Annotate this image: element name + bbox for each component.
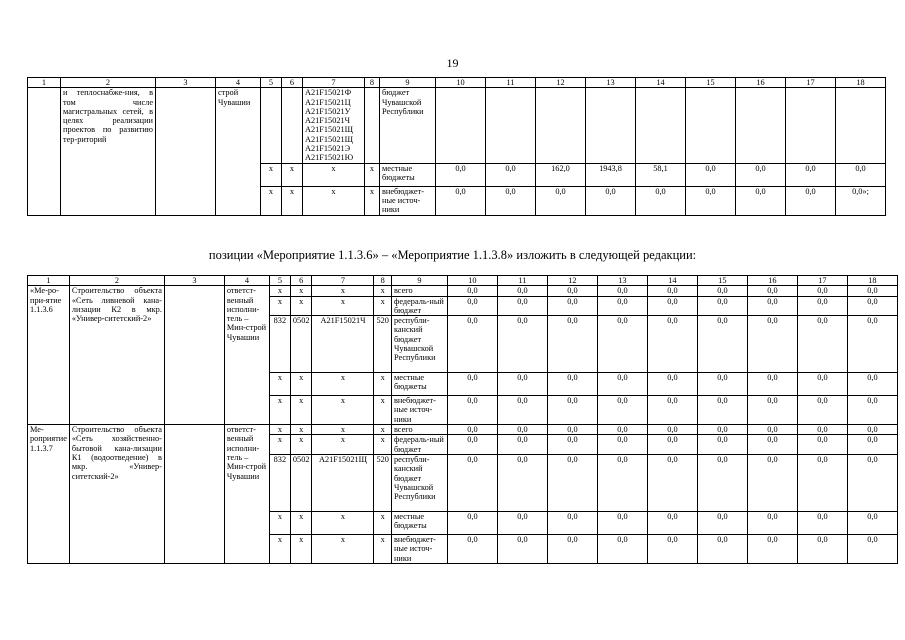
column-number: 17 <box>786 78 836 88</box>
amount-cell: 0,0 <box>797 425 847 435</box>
amount-cell: 0,0 <box>747 373 797 396</box>
ministry-code-cell: x <box>269 535 290 564</box>
amount-cell: 0,0 <box>547 535 597 564</box>
funding-source-cell: местные бюджеты <box>391 512 447 535</box>
expense-type-cell: x <box>374 535 391 564</box>
column-number: 11 <box>497 276 547 286</box>
amount-cell: 0,0 <box>597 535 647 564</box>
amount-cell: 0,0 <box>847 286 897 296</box>
amount-cell: 0,0 <box>847 296 897 316</box>
expense-type-cell: 520 <box>374 316 391 373</box>
amount-cell: 0,0 <box>747 535 797 564</box>
column-number: 18 <box>836 78 886 88</box>
column-number: 2 <box>61 78 156 88</box>
amount-cell: 0,0 <box>497 373 547 396</box>
amount-cell: 0,0 <box>447 425 497 435</box>
target-code-cell: x <box>312 286 374 296</box>
ministry-code-cell: 832 <box>269 455 290 512</box>
amount-cell: 0,0 <box>747 286 797 296</box>
ministry-code-cell: x <box>269 512 290 535</box>
amount-cell: 0,0 <box>847 425 897 435</box>
column-number: 9 <box>380 78 436 88</box>
empty-cell <box>164 286 224 425</box>
amount-cell: 0,0 <box>447 535 497 564</box>
target-code-cell: A21F15021Ч <box>312 316 374 373</box>
amount-cell: 0,0 <box>647 296 697 316</box>
header-row <box>28 78 886 88</box>
amount-cell: 0,0 <box>447 512 497 535</box>
column-number: 14 <box>636 78 686 88</box>
funding-source-cell: внебюджет-ные источ-ники <box>391 396 447 425</box>
amount-cell: 0,0 <box>547 373 597 396</box>
amount-cell: 0,0 <box>597 316 647 373</box>
column-number: 17 <box>797 276 847 286</box>
expense-type-cell: x <box>374 296 391 316</box>
amount-cell: 0,0 <box>697 425 747 435</box>
amount-cell: 0,0 <box>447 455 497 512</box>
amount-cell: 0,0 <box>597 396 647 425</box>
target-code-cell: x <box>312 296 374 316</box>
amount-cell: 0,0 <box>447 396 497 425</box>
expense-type-cell: x <box>374 396 391 425</box>
amount-cell: 0,0 <box>847 396 897 425</box>
column-number: 7 <box>312 276 374 286</box>
amount-cell: 0,0 <box>697 512 747 535</box>
amount-cell: 0,0 <box>486 186 536 215</box>
column-number: 6 <box>290 276 312 286</box>
amount-cell <box>586 88 636 163</box>
amount-cell: 0,0 <box>497 455 547 512</box>
amount-cell: 0,0 <box>697 286 747 296</box>
column-number: 12 <box>547 276 597 286</box>
amount-cell: 0,0 <box>547 396 597 425</box>
amount-cell: 0,0 <box>697 435 747 455</box>
target-code-cell: x <box>312 396 374 425</box>
amount-cell: 1943,8 <box>586 163 636 186</box>
amount-cell: 0,0 <box>797 286 847 296</box>
event-label-cell: «Ме-ро-при-ятие 1.1.3.6 <box>28 286 70 425</box>
target-code-cell: x <box>312 425 374 435</box>
amount-cell: 0,0 <box>747 425 797 435</box>
amount-cell: 0,0 <box>597 512 647 535</box>
event-name-cell: Строительство объекта «Сеть хозяйственно-бытовой кана-лизации К1 (водоотведение) в мкр. «Универ-ситетский-2» <box>69 425 164 564</box>
amount-cell: 0,0 <box>447 316 497 373</box>
section-code-cell: x <box>290 535 312 564</box>
funding-source-cell: местные бюджеты <box>380 163 436 186</box>
amount-cell: 0,0 <box>797 535 847 564</box>
amount-cell: 0,0 <box>547 435 597 455</box>
section-code-cell: x <box>290 512 312 535</box>
empty-cell <box>164 425 224 564</box>
column-number: 2 <box>69 276 164 286</box>
section-code-cell: x <box>282 186 303 215</box>
amount-cell: 0,0 <box>747 296 797 316</box>
ministry-code-cell: x <box>261 186 282 215</box>
amount-cell: 0,0 <box>847 316 897 373</box>
column-number: 8 <box>374 276 391 286</box>
section-code-cell: x <box>290 425 312 435</box>
column-number: 4 <box>224 276 269 286</box>
amount-cell: 0,0 <box>686 163 736 186</box>
funding-source-cell: всего <box>391 286 447 296</box>
column-number: 5 <box>269 276 290 286</box>
responsible-cell: ответст-венный исполни-тель – Мин-строй Чувашии <box>224 286 269 425</box>
target-code-cell: x <box>303 163 365 186</box>
event-name-cell: и теплоснабже-ния, в том числе магистральных сетей, в целях реализации проектов по развитию тер-риторий <box>61 88 156 215</box>
ministry-code-cell <box>261 88 282 163</box>
section-code-cell: x <box>290 435 312 455</box>
column-number: 7 <box>303 78 365 88</box>
section-heading: позиции «Мероприятие 1.1.3.6» – «Мероприятие 1.1.3.8» изложить в следующей редакции: <box>208 248 697 262</box>
column-number: 16 <box>747 276 797 286</box>
expense-type-cell: x <box>374 373 391 396</box>
amount-cell: 0,0 <box>797 373 847 396</box>
amount-cell: 0,0 <box>586 186 636 215</box>
amount-cell: 0,0 <box>547 512 597 535</box>
amount-cell: 0,0 <box>447 286 497 296</box>
amount-cell: 58,1 <box>636 163 686 186</box>
funding-source-cell: федераль-ный бюджет <box>391 296 447 316</box>
funding-source-cell: внебюджет-ные источ-ники <box>391 535 447 564</box>
budget-table-main <box>27 275 898 564</box>
target-code-cell: x <box>312 535 374 564</box>
amount-cell: 0,0 <box>547 316 597 373</box>
amount-cell: 0,0 <box>647 425 697 435</box>
ministry-code-cell: x <box>269 296 290 316</box>
target-code-cell: x <box>312 512 374 535</box>
amount-cell: 0,0 <box>786 163 836 186</box>
amount-cell: 0,0 <box>597 373 647 396</box>
amount-cell: 0,0 <box>736 186 786 215</box>
amount-cell <box>736 88 786 163</box>
expense-type-cell: x <box>374 512 391 535</box>
amount-cell: 0,0 <box>847 535 897 564</box>
amount-cell: 0,0 <box>597 455 647 512</box>
amount-cell <box>786 88 836 163</box>
expense-type-cell: x <box>365 186 380 215</box>
amount-cell: 0,0 <box>647 286 697 296</box>
expense-type-cell: x <box>374 435 391 455</box>
expense-type-cell: x <box>374 286 391 296</box>
amount-cell: 0,0 <box>436 163 486 186</box>
column-number: 13 <box>586 78 636 88</box>
ministry-code-cell: x <box>269 286 290 296</box>
amount-cell: 0,0 <box>747 435 797 455</box>
amount-cell: 0,0 <box>597 435 647 455</box>
column-number: 18 <box>847 276 897 286</box>
ministry-code-cell: x <box>269 373 290 396</box>
amount-cell: 0,0 <box>597 296 647 316</box>
amount-cell: 0,0 <box>647 435 697 455</box>
amount-cell: 0,0 <box>786 186 836 215</box>
amount-cell: 0,0 <box>797 512 847 535</box>
amount-cell: 0,0 <box>547 425 597 435</box>
amount-cell: 0,0 <box>797 316 847 373</box>
amount-cell: 0,0 <box>847 512 897 535</box>
expense-type-cell: x <box>365 163 380 186</box>
amount-cell: 0,0 <box>547 455 597 512</box>
ministry-code-cell: x <box>269 396 290 425</box>
column-number: 6 <box>282 78 303 88</box>
amount-cell: 0,0 <box>736 163 786 186</box>
amount-cell <box>486 88 536 163</box>
amount-cell: 0,0 <box>647 455 697 512</box>
table-row <box>28 286 898 296</box>
amount-cell: 0,0 <box>847 455 897 512</box>
amount-cell: 0,0 <box>447 373 497 396</box>
funding-source-cell: республи-канский бюджет Чувашской Республики <box>391 455 447 512</box>
funding-source-cell: республи-канский бюджет Чувашской Республики <box>391 316 447 373</box>
amount-cell: 0,0 <box>797 455 847 512</box>
amount-cell <box>436 88 486 163</box>
expense-type-cell <box>365 88 380 163</box>
amount-cell: 0,0 <box>436 186 486 215</box>
amount-cell: 0,0 <box>497 296 547 316</box>
amount-cell: 0,0 <box>847 435 897 455</box>
funding-source-cell: всего <box>391 425 447 435</box>
column-number: 3 <box>164 276 224 286</box>
column-number: 3 <box>156 78 216 88</box>
amount-cell: 0,0 <box>647 535 697 564</box>
amount-cell: 0,0 <box>697 396 747 425</box>
column-number: 4 <box>216 78 261 88</box>
amount-cell: 0,0 <box>497 512 547 535</box>
header-row <box>28 276 898 286</box>
amount-cell: 0,0 <box>447 296 497 316</box>
amount-cell: 0,0 <box>797 435 847 455</box>
event-label-cell <box>28 88 61 215</box>
amount-cell: 0,0 <box>797 396 847 425</box>
column-number: 5 <box>261 78 282 88</box>
amount-cell: 0,0»; <box>836 186 886 215</box>
amount-cell <box>686 88 736 163</box>
amount-cell: 0,0 <box>447 435 497 455</box>
budget-table-top <box>27 77 886 216</box>
amount-cell: 0,0 <box>697 455 747 512</box>
section-code-cell: 0502 <box>290 316 312 373</box>
funding-source-cell: бюджет Чувашской Республики <box>380 88 436 163</box>
ministry-code-cell: x <box>269 435 290 455</box>
amount-cell: 0,0 <box>797 296 847 316</box>
amount-cell: 0,0 <box>497 425 547 435</box>
funding-source-cell: федераль-ный бюджет <box>391 435 447 455</box>
responsible-cell: ответст-венный исполни-тель – Мин-строй Чувашии <box>224 425 269 564</box>
page-number: 19 <box>446 56 459 70</box>
event-name-cell: Строительство объекта «Сеть ливневой кана-лизации К2 в мкр. «Универ-ситетский-2» <box>69 286 164 425</box>
column-number: 14 <box>647 276 697 286</box>
amount-cell: 0,0 <box>697 535 747 564</box>
column-number: 10 <box>436 78 486 88</box>
column-number: 15 <box>697 276 747 286</box>
funding-source-cell: местные бюджеты <box>391 373 447 396</box>
amount-cell: 0,0 <box>647 316 697 373</box>
funding-source-cell: внебюджет-ные источ-ники <box>380 186 436 215</box>
amount-cell: 0,0 <box>536 186 586 215</box>
amount-cell <box>636 88 686 163</box>
column-number: 9 <box>391 276 447 286</box>
responsible-cell: строй Чувашии <box>216 88 261 215</box>
section-code-cell: 0502 <box>290 455 312 512</box>
amount-cell: 0,0 <box>697 296 747 316</box>
amount-cell: 0,0 <box>836 163 886 186</box>
column-number: 8 <box>365 78 380 88</box>
amount-cell: 0,0 <box>747 512 797 535</box>
empty-cell <box>156 88 216 215</box>
amount-cell: 0,0 <box>547 296 597 316</box>
amount-cell <box>836 88 886 163</box>
expense-type-cell: x <box>374 425 391 435</box>
amount-cell <box>536 88 586 163</box>
amount-cell: 162,0 <box>536 163 586 186</box>
event-label-cell: Ме-роприятие 1.1.3.7 <box>28 425 70 564</box>
column-number: 16 <box>736 78 786 88</box>
amount-cell: 0,0 <box>647 373 697 396</box>
section-code-cell: x <box>290 296 312 316</box>
column-number: 1 <box>28 78 61 88</box>
amount-cell: 0,0 <box>497 535 547 564</box>
amount-cell: 0,0 <box>647 396 697 425</box>
target-code-cell: x <box>312 435 374 455</box>
section-code-cell: x <box>290 396 312 425</box>
target-code-cell: x <box>312 373 374 396</box>
target-code-cell: A21F15021Ф A21F15021Ц A21F15021У A21F15021Ч A21F15021Щ A21F15021Щ A21F15021Э A21F15021Ю <box>303 88 365 163</box>
amount-cell: 0,0 <box>547 286 597 296</box>
section-code-cell: x <box>282 163 303 186</box>
amount-cell: 0,0 <box>847 373 897 396</box>
amount-cell: 0,0 <box>747 455 797 512</box>
expense-type-cell: 520 <box>374 455 391 512</box>
ministry-code-cell: x <box>261 163 282 186</box>
amount-cell: 0,0 <box>697 316 747 373</box>
amount-cell: 0,0 <box>597 425 647 435</box>
amount-cell: 0,0 <box>697 373 747 396</box>
column-number: 11 <box>486 78 536 88</box>
target-code-cell: x <box>303 186 365 215</box>
amount-cell: 0,0 <box>636 186 686 215</box>
section-code-cell: x <box>290 373 312 396</box>
amount-cell: 0,0 <box>497 316 547 373</box>
column-number: 12 <box>536 78 586 88</box>
amount-cell: 0,0 <box>747 316 797 373</box>
amount-cell: 0,0 <box>597 286 647 296</box>
column-number: 1 <box>28 276 70 286</box>
ministry-code-cell: 832 <box>269 316 290 373</box>
table-row <box>28 88 886 163</box>
amount-cell: 0,0 <box>747 396 797 425</box>
ministry-code-cell: x <box>269 425 290 435</box>
amount-cell: 0,0 <box>497 435 547 455</box>
amount-cell: 0,0 <box>497 286 547 296</box>
section-code-cell: x <box>290 286 312 296</box>
column-number: 13 <box>597 276 647 286</box>
column-number: 10 <box>447 276 497 286</box>
amount-cell: 0,0 <box>486 163 536 186</box>
amount-cell: 0,0 <box>686 186 736 215</box>
column-number: 15 <box>686 78 736 88</box>
section-code-cell <box>282 88 303 163</box>
table-row <box>28 425 898 435</box>
amount-cell: 0,0 <box>647 512 697 535</box>
amount-cell: 0,0 <box>497 396 547 425</box>
target-code-cell: A21F15021Щ <box>312 455 374 512</box>
